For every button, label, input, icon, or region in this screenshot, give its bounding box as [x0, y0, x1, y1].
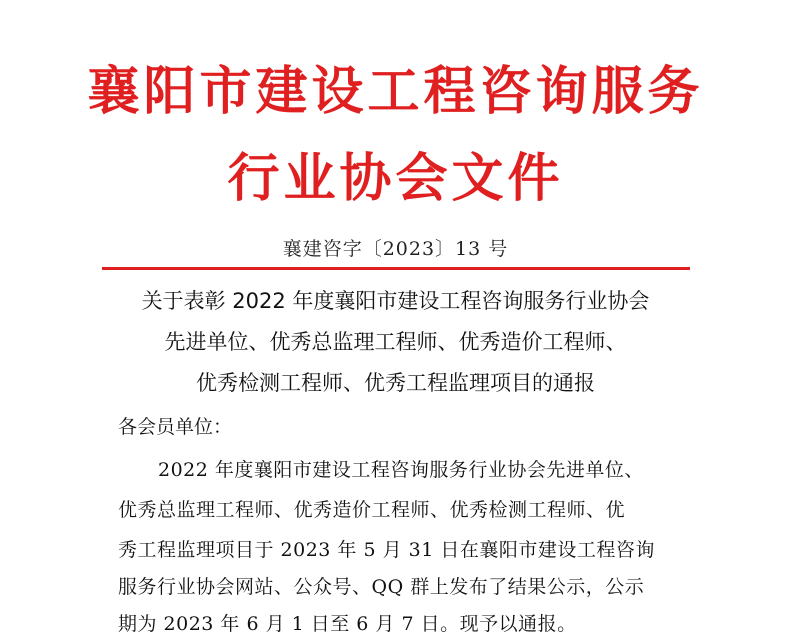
salutation: 各会员单位： [118, 416, 233, 438]
subject-line-2: 先进单位、优秀总监理工程师、优秀造价工程师、 [164, 330, 627, 354]
body-paragraph-line: 2022 年度襄阳市建设工程咨询服务行业协会先进单位、 [158, 459, 644, 481]
body-paragraph-line: 秀工程监理项目于 2023 年 5 月 31 日在襄阳市建设工程咨询 [118, 539, 655, 561]
document-header-title-line2: 行业协会文件 [227, 148, 564, 209]
body-paragraph-line: 优秀总监理工程师、优秀造价工程师、优秀检测工程师、优 [118, 499, 626, 521]
body-paragraph-line: 服务行业协会网站、公众号、QQ 群上发布了结果公示，公示 [118, 576, 645, 598]
document-header-title-line1: 襄阳市建设工程咨询服务 [87, 61, 704, 122]
body-paragraph-line: 期为 2023 年 6 月 1 日至 6 月 7 日。现予以通报。 [118, 613, 577, 635]
document-number: 襄建咨字〔2023〕13 号 [282, 238, 509, 260]
subject-line-1: 关于表彰 2022 年度襄阳市建设工程咨询服务行业协会 [141, 289, 650, 313]
subject-line-3: 优秀检测工程师、优秀工程监理项目的通报 [196, 371, 595, 395]
header-divider-rule [102, 267, 690, 270]
